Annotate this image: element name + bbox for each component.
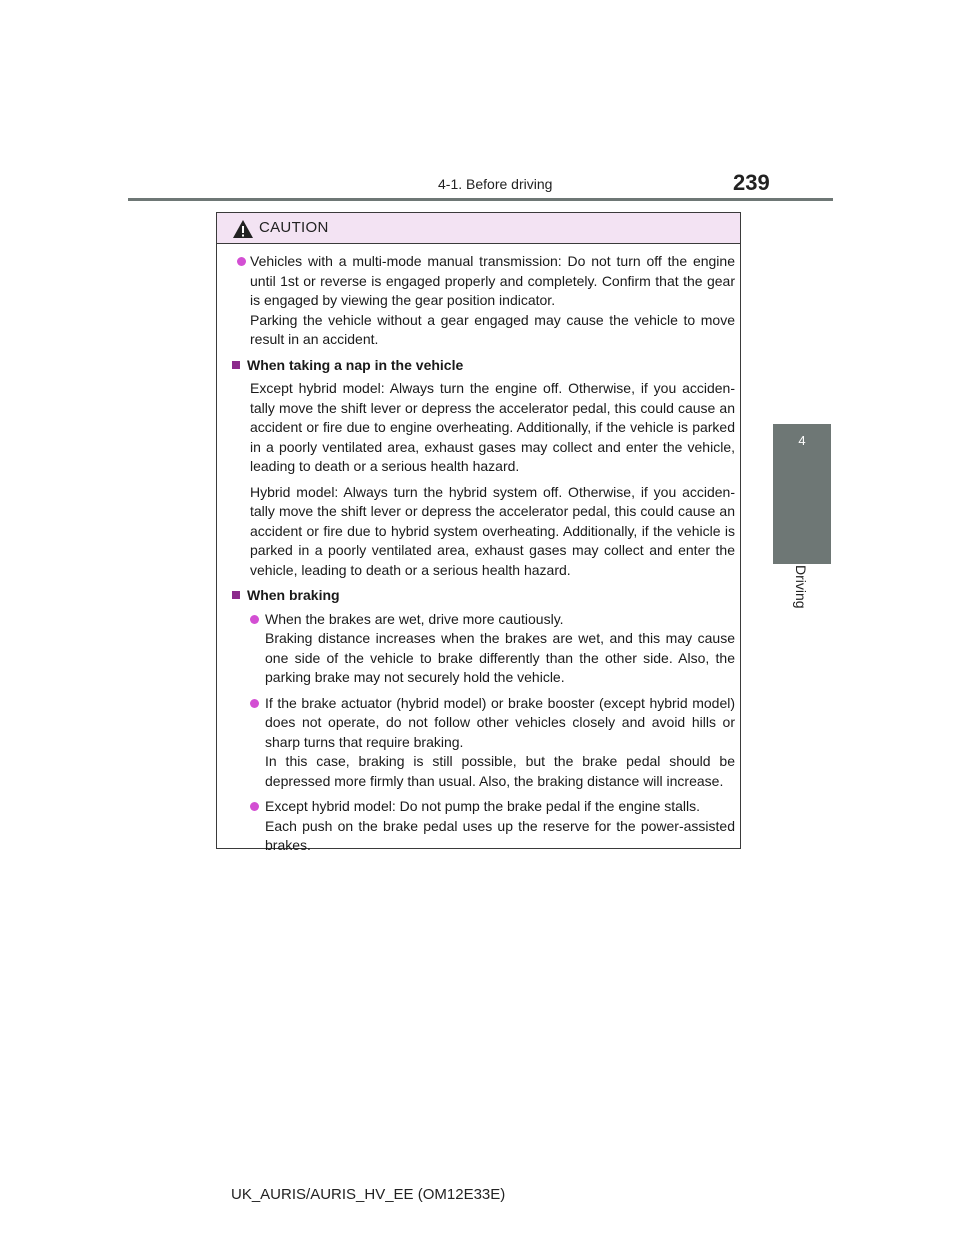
bullet-text: In this case, braking is still possible, but the brake pedal should be depressed more firmly than usual. Also, the braking distance will increase. xyxy=(265,753,735,789)
bullet-text: When the brakes are wet, drive more cautiously. xyxy=(265,610,564,627)
list-item xyxy=(250,610,735,688)
caution-box xyxy=(216,212,741,853)
caution-title: CAUTION xyxy=(259,219,329,236)
subheading-text: When taking a nap in the vehicle xyxy=(247,356,464,373)
bullet-text: Braking distance increases when the brakes are wet, and this may cause one side of the vehicle to brake differently than the other side. Also, the parking brake may not securely hold the vehicle. xyxy=(265,630,735,685)
bullet-text: Each push on the brake pedal uses up the reserve for the power-assisted brakes. xyxy=(265,817,735,853)
chapter-tab-number: 4 xyxy=(798,433,806,448)
chapter-tab-label: Driving xyxy=(793,565,809,609)
subheading xyxy=(232,356,735,376)
paragraph: Hybrid model: Always turn the hybrid system off. Otherwise, if you acciden-tally move the shift lever or depress the accelerator pedal, this could cause an accident or fire due to hybrid system overheating. Additionally, if the vehicle is parked in a poorly ventilated area, exhaust gases may collect and enter the vehicle, leading to death or a serious health hazard. xyxy=(250,483,735,578)
section-title: 4-1. Before driving xyxy=(438,176,553,192)
list-item xyxy=(250,694,735,792)
bullet-dot xyxy=(250,699,259,708)
page-number: 239 xyxy=(733,170,770,195)
header-rule xyxy=(128,198,833,201)
square-bullet xyxy=(232,361,240,369)
paragraph: Except hybrid model: Always turn the engine off. Otherwise, if you acciden-tally move the shift lever or depress the accelerator pedal, this could cause an accident or fire due to engine overheating. Additionally, if the vehicle is parked in a poorly ventilated area, exhaust gases may collect and enter the vehicle, leading to death or a serious health hazard. xyxy=(250,380,735,474)
bullet-text: Parking the vehicle without a gear engaged may cause the vehicle to move result in an accident. xyxy=(250,311,735,347)
bullet-dot xyxy=(250,802,259,811)
bullet-text: If the brake actuator (hybrid model) or brake booster (except hybrid model) does not operate, do not follow other vehicles closely and avoid hills or sharp turns that require braking. xyxy=(265,694,735,750)
bullet-dot xyxy=(250,615,259,624)
footer-code: UK_AURIS/AURIS_HV_EE (OM12E33E) xyxy=(231,1186,506,1203)
subheading xyxy=(232,586,735,606)
list-item xyxy=(232,252,735,350)
list-item xyxy=(250,797,735,856)
caution-header xyxy=(217,213,740,244)
square-bullet xyxy=(232,591,240,599)
caution-body xyxy=(217,244,740,856)
bullet-text: Vehicles with a multi-mode manual transmission: Do not turn off the engine until 1st or reverse is engaged properly and completely. Confirm that the gear is engaged by viewing the gear position indicator. xyxy=(250,253,735,308)
bullet-text: Except hybrid model: Do not pump the brake pedal if the engine stalls. xyxy=(265,798,701,814)
bullet-dot xyxy=(237,257,246,266)
subheading-text: When braking xyxy=(247,587,340,603)
chapter-tab xyxy=(773,424,831,564)
warning-triangle-icon xyxy=(232,219,254,239)
